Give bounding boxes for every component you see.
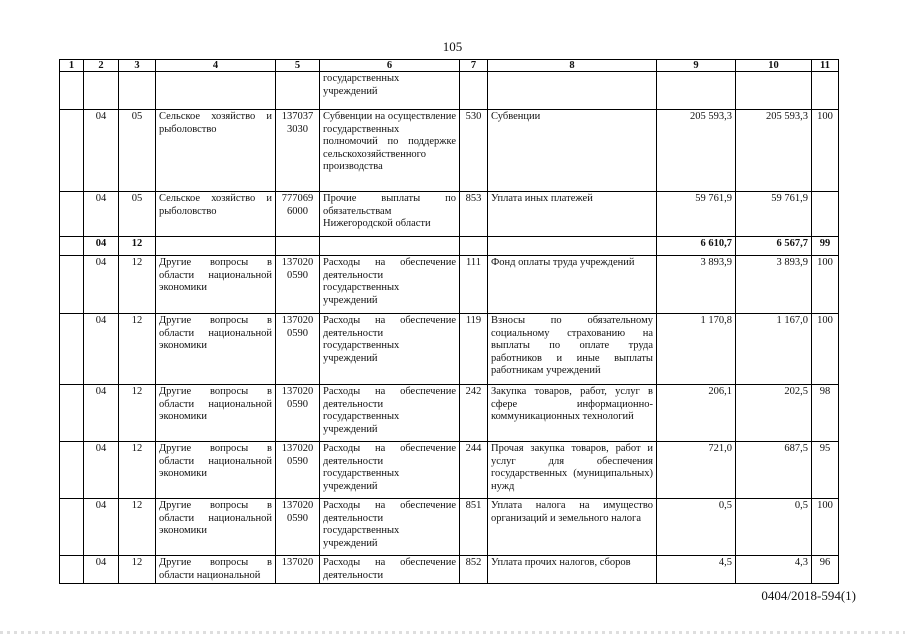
cell-col1	[60, 385, 84, 442]
cell-section-name: Сельское хозяйство и рыболовство	[156, 110, 276, 192]
cell-expense-name: Фонд оплаты труда учреждений	[488, 256, 657, 314]
cell-col1	[60, 499, 84, 556]
cell-target-code: 137020	[276, 556, 320, 584]
cell-col1	[60, 556, 84, 584]
cell-planned: 3 893,9	[657, 256, 736, 314]
cell-planned: 721,0	[657, 442, 736, 499]
cell-subsection	[119, 72, 156, 110]
table-row	[60, 72, 839, 110]
cell-executed: 59 761,9	[736, 192, 812, 237]
cell-target-code: 137020 0590	[276, 499, 320, 556]
cell-target-code	[276, 237, 320, 256]
budget-table	[59, 59, 839, 584]
cell-percent: 98	[812, 385, 839, 442]
cell-col1	[60, 314, 84, 385]
cell-target-code: 137020 0590	[276, 256, 320, 314]
cell-col1	[60, 256, 84, 314]
table-row	[60, 499, 839, 556]
cell-col1	[60, 237, 84, 256]
cell-subsection: 12	[119, 385, 156, 442]
cell-subsection: 12	[119, 442, 156, 499]
cell-subsection: 12	[119, 314, 156, 385]
cell-executed: 202,5	[736, 385, 812, 442]
cell-section-name: Другие вопросы в области национальной экономики	[156, 385, 276, 442]
cell-expense-name: Взносы по обязательному социальному страхованию на выплаты по оплате труда работников и иные выплаты работникам учреждений	[488, 314, 657, 385]
table-row	[60, 442, 839, 499]
header-cell: 9	[657, 60, 736, 72]
page-number: 105	[442, 39, 463, 54]
table-row	[60, 256, 839, 314]
cell-section: 04	[84, 556, 119, 584]
table-row	[60, 556, 839, 584]
cell-percent	[812, 192, 839, 237]
cell-target-name: Расходы на обеспечение деятельности	[320, 556, 460, 584]
cell-section: 04	[84, 110, 119, 192]
cell-percent: 100	[812, 314, 839, 385]
cell-percent: 99	[812, 237, 839, 256]
cell-executed: 3 893,9	[736, 256, 812, 314]
cell-subsection: 12	[119, 237, 156, 256]
cell-executed: 6 567,7	[736, 237, 812, 256]
cell-executed: 0,5	[736, 499, 812, 556]
cell-planned: 4,5	[657, 556, 736, 584]
cell-target-code: 137020 0590	[276, 385, 320, 442]
cell-section: 04	[84, 442, 119, 499]
cell-col1	[60, 110, 84, 192]
cell-section: 04	[84, 192, 119, 237]
cell-executed: 687,5	[736, 442, 812, 499]
header-cell: 6	[320, 60, 460, 72]
cell-target-name	[320, 237, 460, 256]
cell-section-name	[156, 237, 276, 256]
cell-expense-type: 852	[460, 556, 488, 584]
cell-percent: 100	[812, 499, 839, 556]
cell-target-name: Расходы на обеспечение деятельности государственных учреждений	[320, 499, 460, 556]
cell-subsection: 05	[119, 192, 156, 237]
cell-section: 04	[84, 499, 119, 556]
cell-expense-type: 119	[460, 314, 488, 385]
table-row	[60, 192, 839, 237]
cell-planned: 59 761,9	[657, 192, 736, 237]
cell-expense-type	[460, 72, 488, 110]
table-row	[60, 385, 839, 442]
cell-target-name: Расходы на обеспечение деятельности государственных учреждений	[320, 385, 460, 442]
cell-expense-name: Закупка товаров, работ, услуг в сфере информационно-коммуникационных технологий	[488, 385, 657, 442]
cell-planned: 0,5	[657, 499, 736, 556]
cell-expense-name: Уплата налога на имущество организаций и земельного налога	[488, 499, 657, 556]
cell-planned: 205 593,3	[657, 110, 736, 192]
cell-section-name: Другие вопросы в области национальной экономики	[156, 442, 276, 499]
table-row	[60, 314, 839, 385]
cell-target-code: 777069 6000	[276, 192, 320, 237]
cell-subsection: 12	[119, 499, 156, 556]
cell-target-name: государственных учреждений	[320, 72, 460, 110]
cell-target-code: 137020 0590	[276, 442, 320, 499]
cell-executed: 205 593,3	[736, 110, 812, 192]
cell-expense-type: 851	[460, 499, 488, 556]
cell-percent: 100	[812, 256, 839, 314]
cell-target-name: Расходы на обеспечение деятельности государственных учреждений	[320, 442, 460, 499]
cell-subsection: 12	[119, 256, 156, 314]
document-code: 0404/2018-594(1)	[761, 588, 856, 603]
cell-target-name: Прочие выплаты по обязательствам Нижегородской области	[320, 192, 460, 237]
cell-target-name: Расходы на обеспечение деятельности государственных учреждений	[320, 314, 460, 385]
header-cell: 5	[276, 60, 320, 72]
header-cell: 11	[812, 60, 839, 72]
table-row	[60, 110, 839, 192]
scan-artifact	[0, 631, 905, 634]
header-cell: 10	[736, 60, 812, 72]
cell-percent: 100	[812, 110, 839, 192]
header-cell: 2	[84, 60, 119, 72]
cell-subsection: 12	[119, 556, 156, 584]
cell-subsection: 05	[119, 110, 156, 192]
cell-section-name: Другие вопросы в области национальной	[156, 556, 276, 584]
cell-expense-name: Уплата прочих налогов, сборов	[488, 556, 657, 584]
cell-target-name: Расходы на обеспечение деятельности государственных учреждений	[320, 256, 460, 314]
cell-expense-type: 242	[460, 385, 488, 442]
cell-percent: 96	[812, 556, 839, 584]
cell-section-name: Сельское хозяйство и рыболовство	[156, 192, 276, 237]
cell-section: 04	[84, 385, 119, 442]
cell-expense-type: 111	[460, 256, 488, 314]
cell-section: 04	[84, 314, 119, 385]
header-cell: 1	[60, 60, 84, 72]
header-cell: 7	[460, 60, 488, 72]
cell-expense-name: Прочая закупка товаров, работ и услуг для обеспечения государственных (муниципальных) нужд	[488, 442, 657, 499]
cell-section-name: Другие вопросы в области национальной экономики	[156, 256, 276, 314]
cell-expense-name: Уплата иных платежей	[488, 192, 657, 237]
cell-section-name	[156, 72, 276, 110]
cell-planned: 206,1	[657, 385, 736, 442]
header-cell: 3	[119, 60, 156, 72]
cell-expense-type: 853	[460, 192, 488, 237]
header-cell: 4	[156, 60, 276, 72]
cell-executed	[736, 72, 812, 110]
cell-col1	[60, 442, 84, 499]
cell-target-code: 137037 3030	[276, 110, 320, 192]
cell-col1	[60, 192, 84, 237]
cell-percent	[812, 72, 839, 110]
cell-section: 04	[84, 237, 119, 256]
cell-section: 04	[84, 256, 119, 314]
cell-col1	[60, 72, 84, 110]
cell-target-name: Субвенции на осуществление государственных полномочий по поддержке сельскохозяйственного производства	[320, 110, 460, 192]
cell-expense-name: Субвенции	[488, 110, 657, 192]
cell-planned: 6 610,7	[657, 237, 736, 256]
cell-expense-name	[488, 72, 657, 110]
cell-expense-type: 530	[460, 110, 488, 192]
header-cell: 8	[488, 60, 657, 72]
cell-planned	[657, 72, 736, 110]
header-row	[60, 60, 839, 72]
cell-percent: 95	[812, 442, 839, 499]
subtotal-row	[60, 237, 839, 256]
cell-executed: 1 167,0	[736, 314, 812, 385]
cell-section	[84, 72, 119, 110]
cell-target-code	[276, 72, 320, 110]
cell-executed: 4,3	[736, 556, 812, 584]
cell-planned: 1 170,8	[657, 314, 736, 385]
cell-target-code: 137020 0590	[276, 314, 320, 385]
cell-expense-type	[460, 237, 488, 256]
cell-section-name: Другие вопросы в области национальной экономики	[156, 314, 276, 385]
cell-expense-type: 244	[460, 442, 488, 499]
cell-expense-name	[488, 237, 657, 256]
cell-section-name: Другие вопросы в области национальной экономики	[156, 499, 276, 556]
